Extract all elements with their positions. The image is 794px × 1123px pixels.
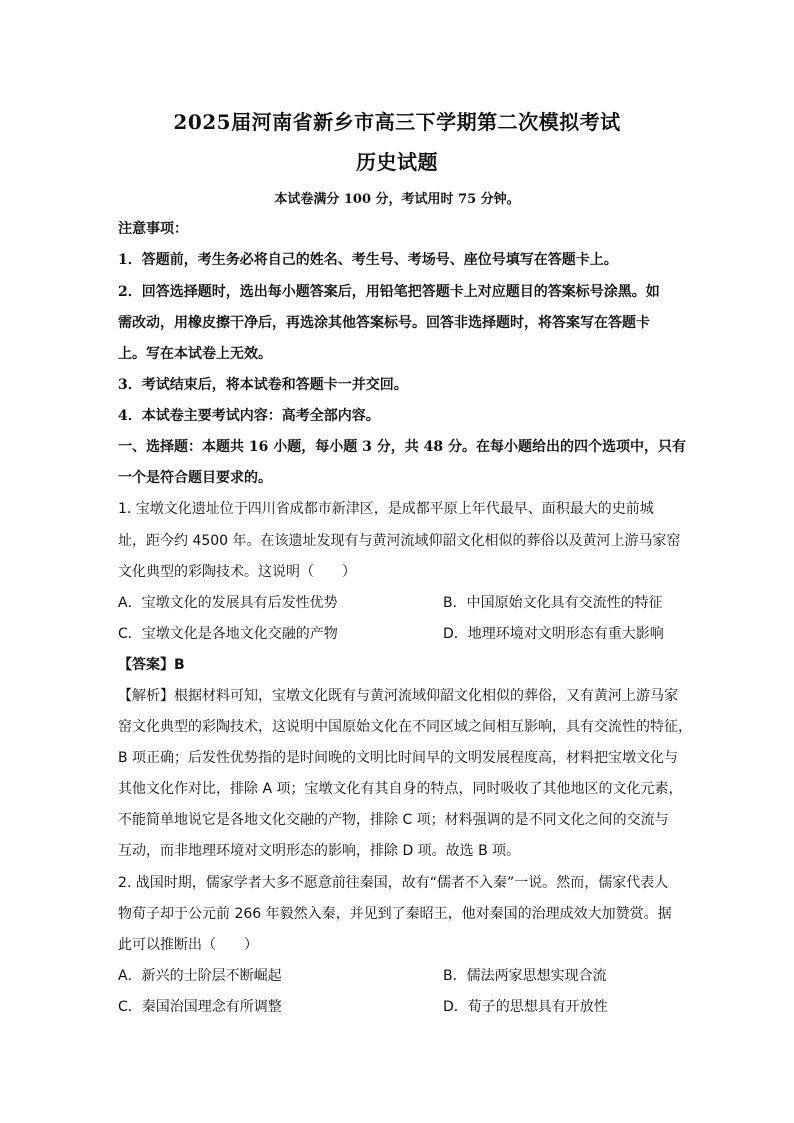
question-1-option-a: A．宝墩文化的发展具有后发性优势 [118,595,338,611]
notes-heading: 注意事项： [118,221,188,237]
question-1-stem: 址，距今约 4500 年。在该遗址发现有与黄河流域仰韶文化相似的葬俗以及黄河上游马家窑 [118,533,681,549]
question-1-analysis: 互动，而非地理环境对文明形态的影响，排除 D 项。故选 B 项。 [118,843,521,859]
question-1-option-c: C．宝墩文化是各地文化交融的产物 [118,626,338,642]
exam-subject: 历史试题 [356,150,438,174]
question-2-option-c: C．秦国治国理念有所调整 [118,999,282,1015]
question-1-analysis: 窑文化典型的彩陶技术，这说明中国原始文化在不同区域之间相互影响，具有交流性的特征， [118,719,692,735]
notes-line: 3．考试结束后，将本试卷和答题卡一并交回。 [118,377,408,393]
question-1-stem: 文化典型的彩陶技术。这说明（ ） [118,564,356,580]
question-1-analysis: 不能简单地说它是各地文化交融的产物，排除 C 项；材料强调的是不同文化之间的交流与 [118,812,669,828]
question-1-analysis: 其他文化作对比，排除 A 项；宝墩文化有其自身的特点，同时吸收了其他地区的文化元素， [118,781,683,797]
question-1-stem: 1. 宝墩文化遗址位于四川省成都市新津区，是成都平原上年代最早、面积最大的史前城 [118,501,654,517]
exam-title: 2025届河南省新乡市高三下学期第二次模拟考试 [173,110,621,134]
notes-line: 2．回答选择题时，选出每小题答案后，用铅笔把答题卡上对应题目的答案标号涂黑。如 [118,284,660,300]
section-heading: 一个是符合题目要求的。 [118,470,272,486]
question-2-option-d: D．荀子的思想具有开放性 [443,999,608,1015]
notes-line: 1．答题前，考生务必将自己的姓名、考生号、考场号、座位号填写在答题卡上。 [118,252,618,268]
exam-meta: 本试卷满分 100 分，考试用时 75 分钟。 [274,192,520,207]
question-1-option-d: D．地理环境对文明形态有重大影响 [443,626,664,642]
question-1-analysis: 【解析】根据材料可知，宝墩文化既有与黄河流域仰韶文化相似的葬俗，又有黄河上游马家 [118,688,678,704]
question-2-stem: 此可以推断出（ ） [118,937,258,953]
question-1-answer: 【答案】B [118,657,185,673]
question-1-analysis: B 项正确；后发性优势指的是时间晚的文明比时间早的文明发展程度高，材料把宝墩文化与 [118,750,679,766]
question-2-option-a: A．新兴的士阶层不断崛起 [118,968,282,984]
section-heading: 一、选择题：本题共 16 小题，每小题 3 分，共 48 分。在每小题给出的四个选项中，只有 [118,439,686,455]
question-2-stem: 物荀子却于公元前 266 年毅然入秦，并见到了秦昭王，他对秦国的治理成效大加赞赏。据 [118,906,672,922]
notes-line: 上。写在本试卷上无效。 [118,346,272,362]
notes-line: 4．本试卷主要考试内容：高考全部内容。 [118,408,380,424]
question-2-option-b: B．儒法两家思想实现合流 [443,968,607,984]
question-1-option-b: B．中国原始文化具有交流性的特征 [443,595,663,611]
question-2-stem: 2. 战国时期，儒家学者大多不愿意前往秦国，故有“儒者不入秦”一说。然而，儒家代表人 [118,875,669,891]
notes-line: 需改动，用橡皮擦干净后，再选涂其他答案标号。回答非选择题时，将答案写在答题卡 [118,315,650,331]
